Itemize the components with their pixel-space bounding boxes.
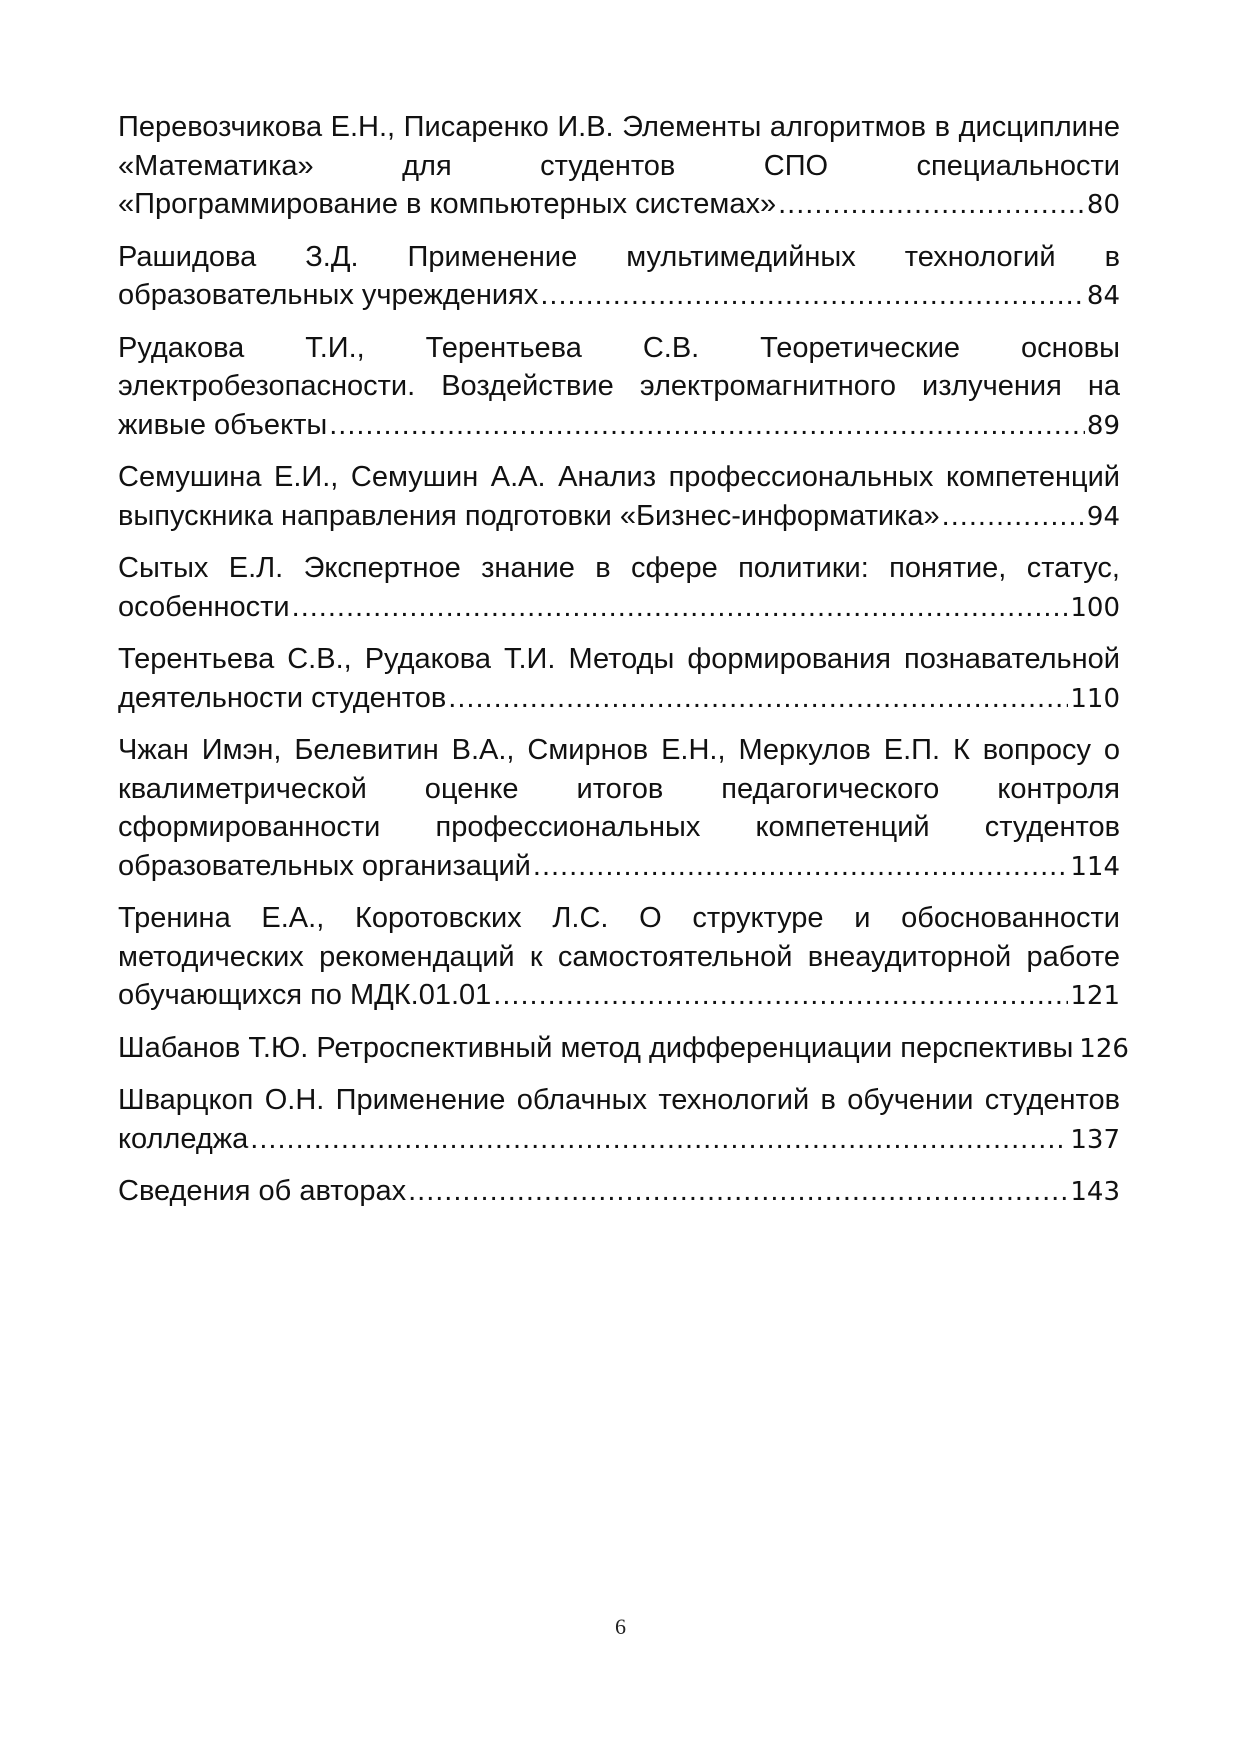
toc-entry-text: Рашидова З.Д. Применение мультимедийных технологий в [118, 240, 1120, 273]
toc-entry[interactable] [118, 458, 1120, 536]
toc-entry[interactable] [118, 329, 1120, 446]
toc-entry-last-line [118, 276, 1120, 316]
toc-entry-last-line [118, 1172, 1120, 1212]
toc-entry-tail: Шабанов Т.Ю. Ретроспективный метод дифференциации перспективы [118, 1031, 1074, 1064]
dot-leader [533, 847, 1068, 886]
toc-entry[interactable] [118, 108, 1120, 225]
toc-entry-last-line [118, 976, 1120, 1016]
toc-entry-tail: обучающихся по МДК.01.01 [118, 979, 492, 1011]
toc-page-number: 89 [1086, 410, 1120, 441]
toc-entry[interactable] [118, 549, 1120, 627]
toc-entry-last-line [118, 1120, 1120, 1160]
toc-entry-last-line [118, 588, 1120, 628]
toc-entry-tail: живые объекты [118, 408, 328, 441]
toc-entry-text: Перевозчикова Е.Н., Писаренко И.В. Элементы алгоритмов в дисциплине «Математика» для студентов СПО специальности [118, 111, 1120, 182]
toc-entry-text: Шварцкоп О.Н. Применение облачных технологий в обучении студентов [118, 1084, 1120, 1116]
toc-entry-text: Чжан Имэн, Белевитин В.А., Смирнов Е.Н., Меркулов Е.П. К вопросу о квалиметрической оценке итогов педагогического контроля сформированности профессиональных компетенций студентов [118, 734, 1120, 843]
dot-leader [493, 976, 1068, 1015]
dot-leader [292, 588, 1069, 627]
toc-entry-text: Сытых Е.Л. Экспертное знание в сфере политики: понятие, статус, [118, 552, 1120, 584]
toc-entry-last-line [118, 1029, 1129, 1069]
toc-page-number: 94 [1086, 501, 1120, 532]
dot-leader [329, 406, 1085, 445]
toc-page-number: 80 [1086, 190, 1120, 220]
toc-entry-tail: выпускника направления подготовки «Бизнес-информатика» [118, 499, 940, 532]
toc-entry-tail: особенности [118, 590, 290, 623]
dot-leader [250, 1120, 1068, 1159]
toc-entry[interactable] [118, 1172, 1120, 1212]
toc-entry-text: Семушина Е.И., Семушин А.А. Анализ профессиональных компетенций [118, 461, 1120, 493]
toc-page-number: 100 [1070, 592, 1120, 623]
toc-entry-last-line [118, 185, 1120, 225]
toc-page-number: 137 [1070, 1124, 1120, 1155]
toc-entry-tail: образовательных учреждениях [118, 279, 539, 311]
toc-page-number: 121 [1070, 981, 1120, 1011]
toc-entry-tail: деятельности студентов [118, 681, 447, 714]
dot-leader [448, 679, 1068, 718]
toc-page-number: 126 [1079, 1033, 1129, 1064]
toc-entry-text: Тренина Е.А., Коротовских Л.С. О структуре и обоснованности методических рекомендаций к самостоятельной внеаудиторной работе [118, 902, 1120, 973]
toc-page-number: 143 [1070, 1177, 1120, 1207]
toc-entry-text: Рудакова Т.И., Терентьева С.В. Теоретические основы электробезопасности. Воздействие электромагнитного излучения на [118, 331, 1120, 402]
toc-entry-last-line [118, 497, 1120, 537]
toc-entry[interactable] [118, 640, 1120, 718]
toc-entry[interactable] [118, 238, 1120, 316]
toc-entry-last-line [118, 406, 1120, 446]
toc-entry-tail: Сведения об авторах [118, 1175, 407, 1207]
toc-entry[interactable] [118, 1029, 1129, 1069]
dot-leader [408, 1172, 1068, 1211]
toc-page-number: 84 [1086, 281, 1120, 311]
toc-entry-text: Терентьева С.В., Рудакова Т.И. Методы формирования познавательной [118, 643, 1120, 675]
toc-entry[interactable] [118, 731, 1120, 886]
toc-entry-last-line [118, 847, 1120, 887]
toc-entry[interactable] [118, 899, 1120, 1016]
table-of-contents [118, 108, 1129, 1225]
dot-leader [540, 276, 1085, 315]
dot-leader [778, 185, 1085, 224]
toc-entry[interactable] [118, 1081, 1120, 1159]
toc-entry-tail: «Программирование в компьютерных системах» [118, 188, 777, 220]
dot-leader [942, 497, 1085, 536]
toc-entry-tail: образовательных организаций [118, 849, 531, 882]
toc-entry-last-line [118, 679, 1120, 719]
toc-page-number: 110 [1070, 683, 1120, 714]
toc-entry-tail: колледжа [118, 1122, 249, 1155]
page-number: 6 [615, 1614, 626, 1639]
toc-page-number: 114 [1070, 851, 1120, 882]
